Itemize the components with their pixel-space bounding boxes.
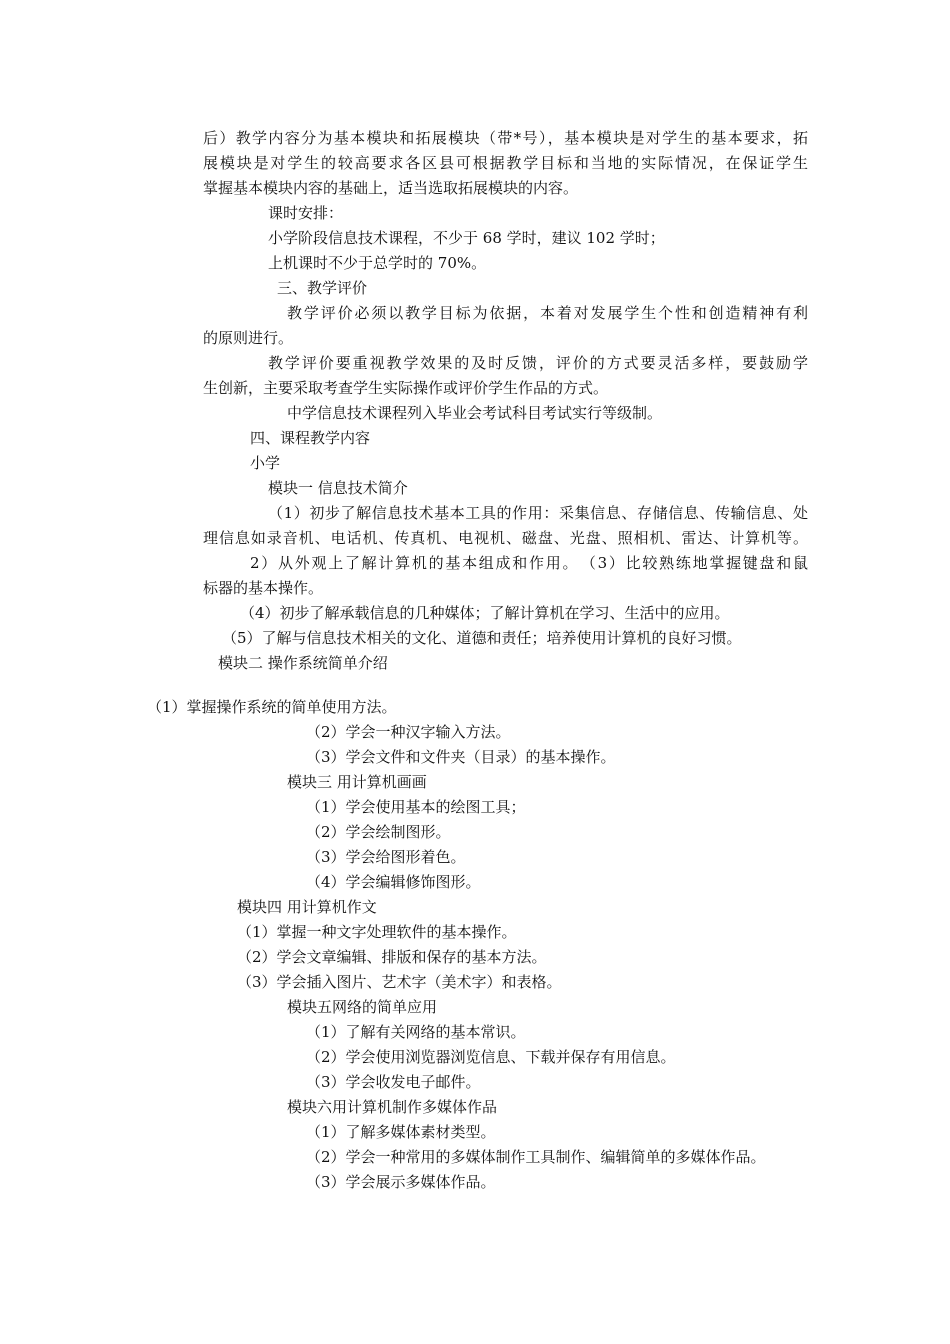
list-item: （3）学会给图形着色。: [306, 848, 466, 866]
list-item: （2）学会一种汉字输入方法。: [306, 723, 511, 741]
list-item: （3）学会插入图片、艺术字（美术字）和表格。: [237, 973, 562, 991]
subsection-heading: 小学: [250, 454, 281, 472]
paragraph-line: 教学评价要重视教学效果的及时反馈，评价的方式要灵活多样，要鼓励学: [268, 354, 808, 372]
module-heading: 模块六用计算机制作多媒体作品: [287, 1098, 498, 1116]
list-item: （4）初步了解承载信息的几种媒体；了解计算机在学习、生活中的应用。: [240, 604, 730, 622]
list-item: （1）学会使用基本的绘图工具；: [306, 798, 526, 816]
module-heading: 模块一 信息技术简介: [268, 479, 408, 497]
module-heading: 模块三 用计算机画画: [287, 773, 427, 791]
list-item: （2）学会文章编辑、排版和保存的基本方法。: [237, 948, 547, 966]
paragraph-line: 生创新，主要采取考查学生实际操作或评价学生作品的方式。: [203, 379, 609, 397]
section-heading: 四、课程教学内容: [250, 429, 371, 447]
paragraph-line: 的原则进行。: [203, 329, 294, 347]
list-item: （3）学会展示多媒体作品。: [306, 1173, 496, 1191]
list-item: （3）学会文件和文件夹（目录）的基本操作。: [306, 748, 616, 766]
list-item: （1）了解多媒体素材类型。: [306, 1123, 496, 1141]
list-item: （2）学会绘制图形。: [306, 823, 451, 841]
list-item: （4）学会编辑修饰图形。: [306, 873, 481, 891]
paragraph-line: 教学评价必须以教学目标为依据，本着对发展学生个性和创造精神有利: [287, 304, 808, 322]
list-item: （2）学会使用浏览器浏览信息、下载并保存有用信息。: [306, 1048, 676, 1066]
paragraph-line: 后）教学内容分为基本模块和拓展模块（带*号），基本模块是对学生的基本要求，拓: [203, 129, 808, 147]
list-item: （2）学会一种常用的多媒体制作工具制作、编辑简单的多媒体作品。: [306, 1148, 766, 1166]
list-item: （1）掌握操作系统的简单使用方法。: [147, 698, 397, 716]
list-item: （1）掌握一种文字处理软件的基本操作。: [237, 923, 517, 941]
list-item: （5）了解与信息技术相关的文化、道德和责任；培养使用计算机的良好习惯。: [222, 629, 742, 647]
list-item: （1）了解有关网络的基本常识。: [306, 1023, 526, 1041]
list-item: （1）初步了解信息技术基本工具的作用：采集信息、存储信息、传输信息、处: [268, 504, 808, 522]
paragraph-line: 中学信息技术课程列入毕业会考试科目考试实行等级制。: [287, 404, 663, 422]
list-item: 2）从外观上了解计算机的基本组成和作用。 （3）比较熟练地掌握键盘和鼠: [250, 554, 808, 572]
paragraph-line: 展模块是对学生的较高要求各区县可根据教学目标和当地的实际情况，在保证学生: [203, 154, 808, 172]
paragraph-line: 小学阶段信息技术课程，不少于 68 学时，建议 102 学时；: [268, 229, 665, 247]
module-heading: 模块五网络的简单应用: [287, 998, 438, 1016]
list-item: 标器的基本操作。: [203, 579, 324, 597]
paragraph-line: 上机课时不少于总学时的 70%。: [268, 254, 487, 272]
module-heading: 模块四 用计算机作文: [237, 898, 377, 916]
module-heading: 模块二 操作系统简单介绍: [218, 654, 388, 672]
section-heading: 三、教学评价: [277, 279, 368, 297]
paragraph-line: 掌握基本模块内容的基础上，适当选取拓展模块的内容。: [203, 179, 579, 197]
heading-line: 课时安排：: [268, 204, 344, 222]
list-item: （3）学会收发电子邮件。: [306, 1073, 481, 1091]
list-item: 理信息如录音机、电话机、传真机、电视机、磁盘、光盘、照相机、雷达、计算机等。: [203, 529, 808, 547]
